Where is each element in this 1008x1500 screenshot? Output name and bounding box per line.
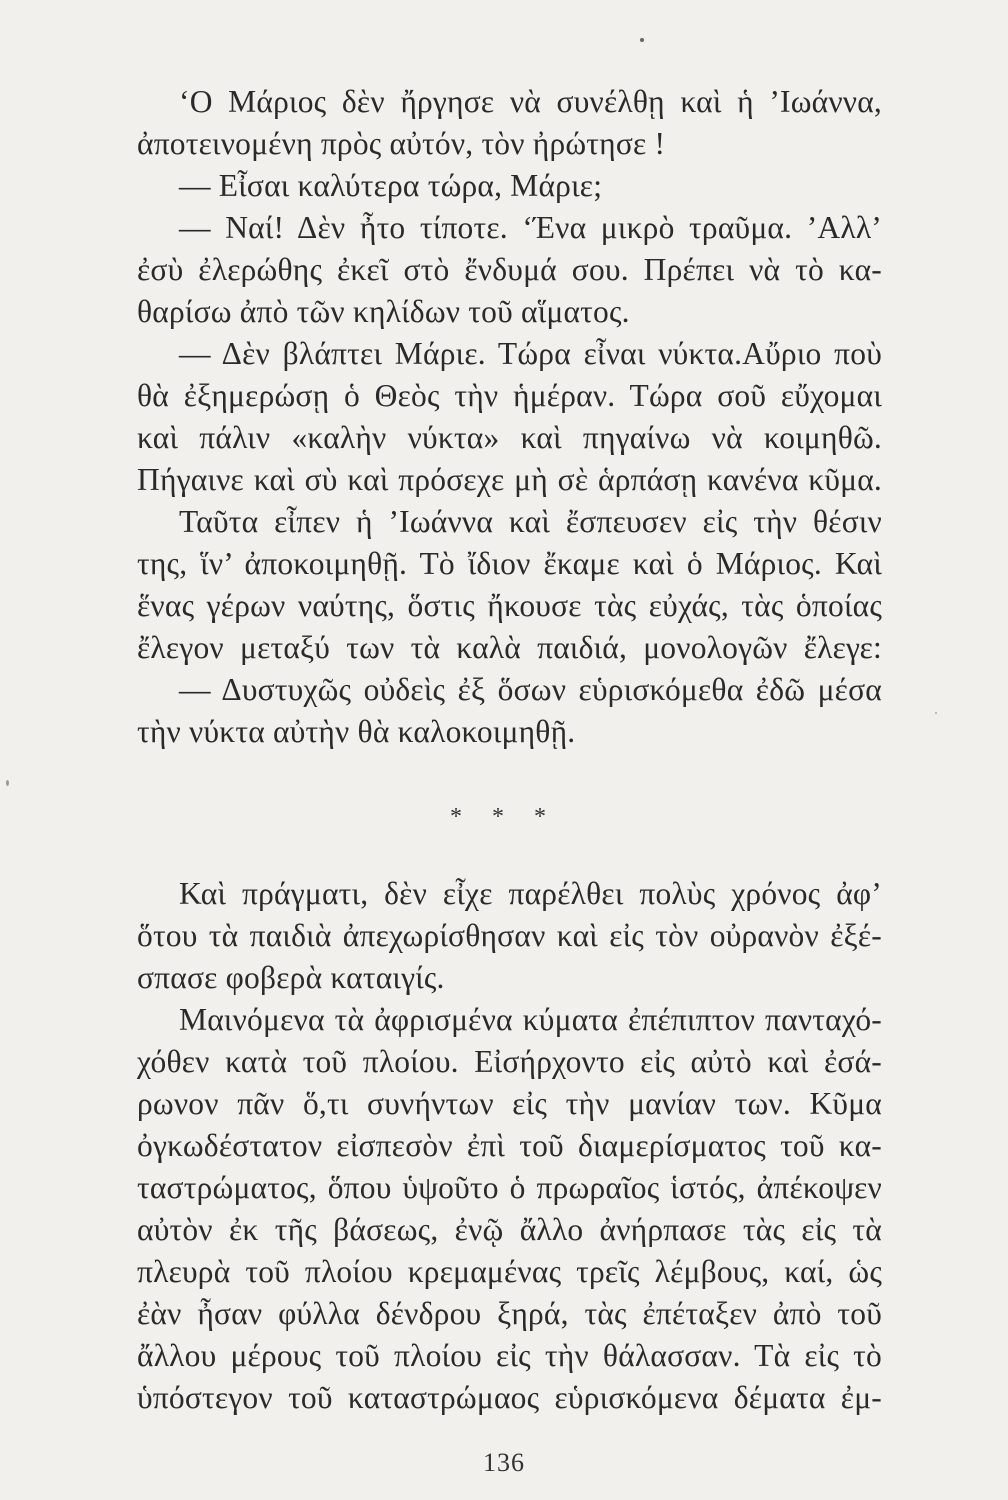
text-line: θαρίσω ἀπὸ τῶν κηλίδων τοῦ αἵματος.	[137, 294, 630, 329]
text-line: — Δυστυχῶς οὐδεὶς ἐξ ὅσων εὑρισκόμεθα ἐδῶ μέσα	[179, 672, 882, 707]
text-line: θὰ ἐξημερώσῃ ὁ Θεὸς τὴν ἡμέραν. Τώρα σοῦ εὔχομαι	[137, 378, 882, 413]
text-line: ‘Ο Μάριος δὲν ἤργησε νὰ συνέλθῃ καὶ ἡ ’Ιωάννα,	[179, 84, 882, 119]
text-line: ἐσὺ ἐλερώθης ἐκεῖ στὸ ἔνδυμά σου. Πρέπει νὰ τὸ κα-	[137, 252, 882, 287]
text-line: — Εἶσαι καλύτερα τώρα, Μάριε;	[179, 168, 603, 203]
text-line: ὀγκωδέστατον εἰσπεσὸν ἐπὶ τοῦ διαμερίσματος τοῦ κα-	[137, 1128, 882, 1163]
text-line: — Ναί! Δὲν ἦτο τίποτε. ‘Ένα μικρὸ τραῦμα. ’Αλλ’	[179, 210, 882, 245]
page-number: 136	[483, 1448, 525, 1477]
text-line: πλευρὰ τοῦ πλοίου κρεμαμένας τρεῖς λέμβους, καί, ὡς	[137, 1254, 882, 1289]
text-line: ἔλεγον μεταξύ των τὰ καλὰ παιδιά, μονολογῶν ἔλεγε:	[137, 630, 882, 665]
text-line: — Δὲν βλάπτει Μάριε. Τώρα εἶναι νύκτα.Αὔριο ποὺ	[179, 336, 882, 371]
text-line: ἕνας γέρων ναύτης, ὅστις ἤκουσε τὰς εὐχάς, τὰς ὁποίας	[137, 588, 882, 623]
text-line: ταστρώματος, ὅπου ὑψοῦτο ὁ πρωραῖος ἱστός, ἀπέκοψεν	[137, 1170, 882, 1205]
text-line: ὅτου τὰ παιδιὰ ἀπεχωρίσθησαν καὶ εἰς τὸν οὐρανὸν ἐξέ-	[137, 918, 882, 953]
text-line: ὑπόστεγον τοῦ καταστρώμαος εὑρισκόμενα δέματα ἐμ-	[137, 1380, 882, 1415]
text-line: Πήγαινε καὶ σὺ καὶ πρόσεχε μὴ σὲ ἁρπάσῃ κανένα κῦμα.	[137, 462, 882, 497]
text-line: ἄλλου μέρους τοῦ πλοίου εἰς τὴν θάλασσαν. Τὰ εἰς τὸ	[137, 1338, 882, 1373]
ink-speck	[6, 780, 9, 786]
text-line: Καὶ πράγματι, δὲν εἶχε παρέλθει πολὺς χρόνος ἀφ’	[179, 876, 882, 911]
text-line: σπασε φοβερὰ καταιγίς.	[137, 960, 445, 995]
text-line: τὴν νύκτα αὐτὴν θὰ καλοκοιμηθῇ.	[137, 714, 576, 749]
ink-speck	[935, 712, 937, 714]
text-section-one	[137, 81, 882, 753]
ink-speck	[640, 38, 644, 42]
text-line: ρωνον πᾶν ὅ,τι συνήντων εἰς τὴν μανίαν των. Κῦμα	[137, 1086, 882, 1121]
text-line: Ταῦτα εἶπεν ἡ ’Ιωάννα καὶ ἔσπευσεν εἰς τὴν θέσιν	[179, 504, 882, 539]
text-line: ἐὰν ἦσαν φύλλα δένδρου ξηρά, τὰς ἐπέταξεν ἀπὸ τοῦ	[137, 1296, 882, 1331]
text-line: καὶ πάλιν «καλὴν νύκτα» καὶ πηγαίνω νὰ κοιμηθῶ.	[137, 420, 882, 455]
text-line: αὐτὸν ἐκ τῆς βάσεως, ἐνῷ ἄλλο ἀνήρπασε τὰς εἰς τὰ	[137, 1212, 882, 1247]
text-section-two	[137, 873, 882, 1419]
text-line: χόθεν κατὰ τοῦ πλοίου. Εἰσήρχοντο εἰς αὐτὸ καὶ ἐσά-	[137, 1044, 882, 1079]
text-line: ἀποτεινομένη πρὸς αὐτόν, τὸν ἠρώτησε !	[137, 126, 666, 161]
text-line: Μαινόμενα τὰ ἀφρισμένα κύματα ἐπέπιπτον πανταχό-	[179, 1002, 882, 1037]
text-line: της, ἵν’ ἀποκοιμηθῇ. Τὸ ἴδιον ἔκαμε καὶ ὁ Μάριος. Καὶ	[137, 546, 882, 581]
section-separator: * * *	[450, 804, 558, 830]
